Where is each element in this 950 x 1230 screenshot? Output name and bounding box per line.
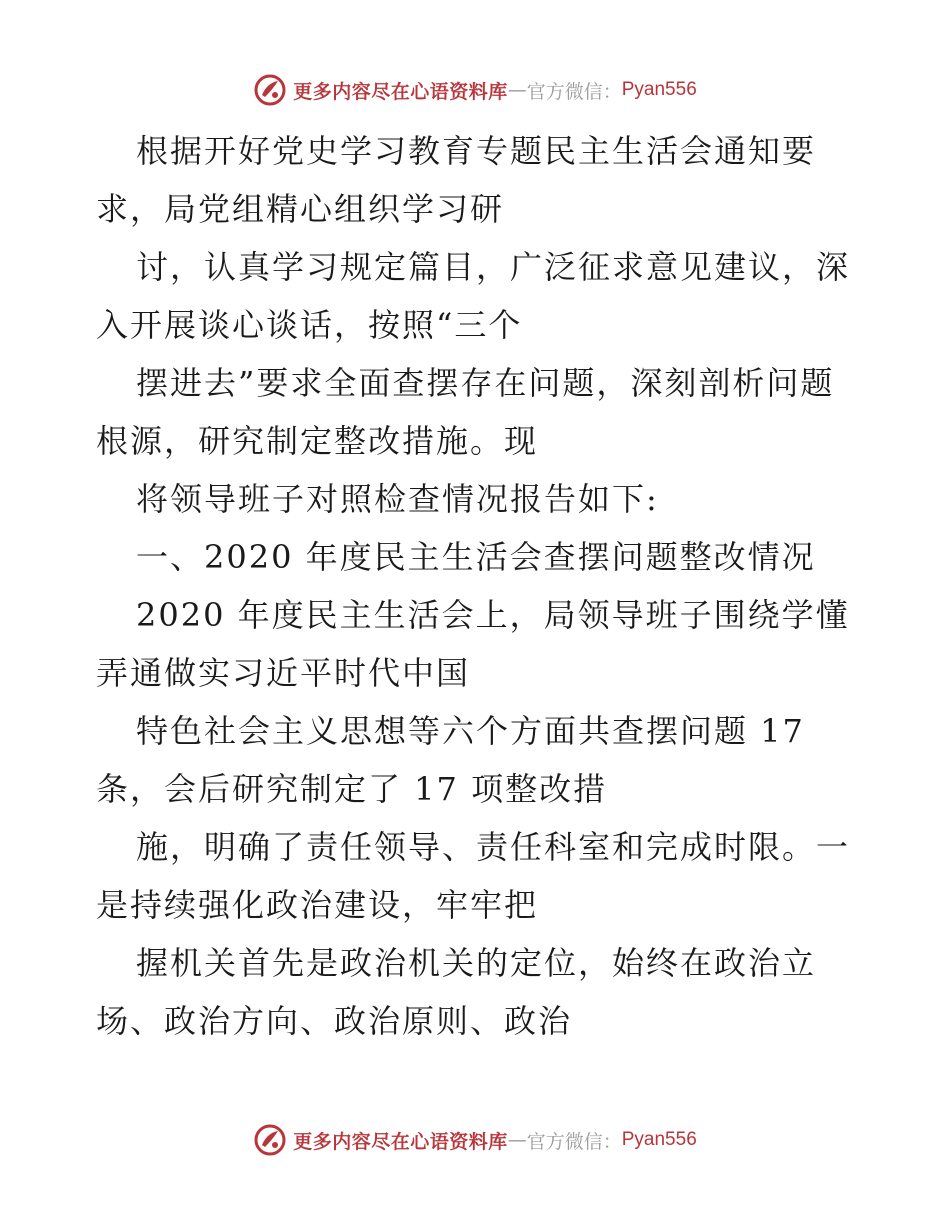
text-line: 入开展谈心谈话，按照“三个 bbox=[96, 306, 523, 344]
watermark-dash: — bbox=[507, 1129, 527, 1151]
text-line: 条，会后研究制定了 17 项整改措 bbox=[96, 770, 608, 808]
text-line: 施，明确了责任领导、责任科室和完成时限。一 bbox=[136, 828, 851, 866]
watermark-footer bbox=[0, 1120, 950, 1160]
text-line: 摆进去”要求全面查摆存在问题，深刻剖析问题 bbox=[136, 364, 835, 402]
document-body bbox=[96, 122, 876, 1050]
watermark-wechat-id: Pyan556 bbox=[621, 79, 697, 100]
text-line: 场、政治方向、政治原则、政治 bbox=[96, 1002, 573, 1040]
text-line: 2020 年度民主生活会上，局领导班子围绕学懂 bbox=[136, 596, 850, 634]
text-line: 讨，认真学习规定篇目，广泛征求意见建议，深 bbox=[136, 248, 851, 286]
watermark-wechat-label: 官方微信： bbox=[526, 1130, 622, 1153]
text-line: 将领导班子对照检查情况报告如下: bbox=[136, 480, 659, 518]
text-line: 特色社会主义思想等六个方面共查摆问题 17 bbox=[136, 712, 805, 750]
watermark-header bbox=[0, 70, 950, 110]
text-line: 根据开好党史学习教育专题民主生活会通知要 bbox=[136, 132, 817, 170]
watermark-wechat-id: Pyan556 bbox=[621, 1129, 697, 1150]
section-heading: 一、2020 年度民主生活会查摆问题整改情况 bbox=[136, 538, 816, 576]
text-line: 求，局党组精心组织学习研 bbox=[96, 190, 505, 228]
text-line: 握机关首先是政治机关的定位，始终在政治立 bbox=[136, 944, 817, 982]
watermark-site-text: 更多内容尽在心语资料库 bbox=[293, 80, 508, 103]
text-line: 弄通做实习近平时代中国 bbox=[96, 654, 471, 692]
text-line: 根源，研究制定整改措施。现 bbox=[96, 422, 539, 460]
logo-icon bbox=[253, 73, 287, 107]
watermark-wechat-label: 官方微信： bbox=[526, 80, 622, 103]
watermark-site-text: 更多内容尽在心语资料库 bbox=[293, 1130, 508, 1153]
logo-icon bbox=[253, 1123, 287, 1157]
text-line: 是持续强化政治建设，牢牢把 bbox=[96, 886, 539, 924]
watermark-dash: — bbox=[507, 79, 527, 101]
